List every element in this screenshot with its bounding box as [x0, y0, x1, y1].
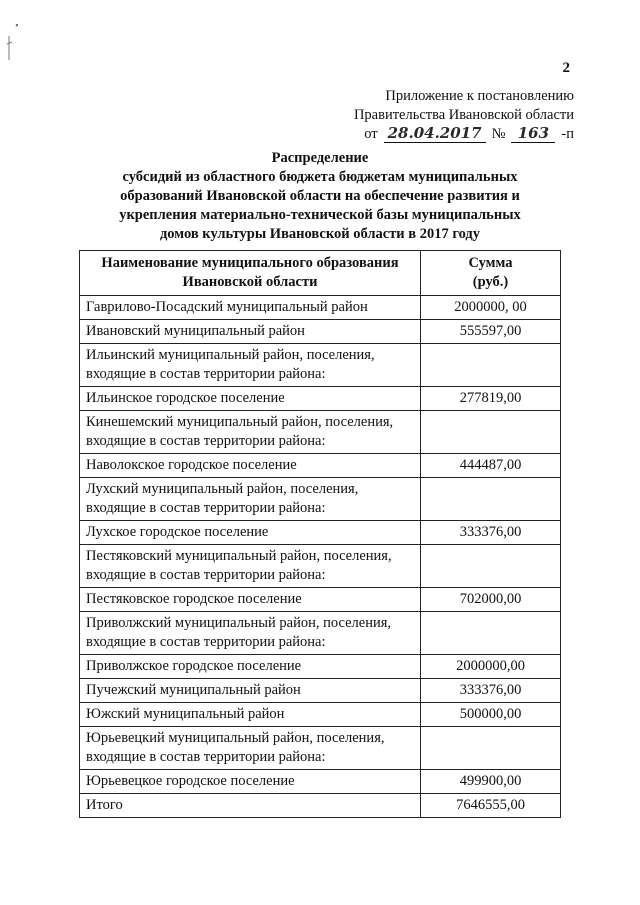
table-row: [80, 727, 561, 770]
row-name-line: входящие в состав территории района:: [86, 634, 326, 650]
header-name-line-1: Наименование муниципального образования: [101, 255, 399, 271]
row-amount: 2000000, 00: [421, 296, 561, 320]
header-sum-line-1: Сумма: [468, 255, 513, 271]
row-name: [80, 320, 421, 344]
row-name: [80, 679, 421, 703]
row-amount: [421, 344, 561, 387]
table-row: [80, 411, 561, 454]
row-amount: 499900,00: [421, 770, 561, 794]
annex-header: [294, 87, 574, 144]
margin-pen-mark: [6, 24, 18, 64]
row-name: [80, 296, 421, 320]
row-name: [80, 545, 421, 588]
handwritten-number: 163: [511, 125, 555, 143]
title-line-2: субсидий из областного бюджета бюджетам муниципальных: [122, 169, 518, 185]
row-name: [80, 794, 421, 818]
page-number: 2: [562, 60, 570, 76]
row-name-line: Лухский муниципальный район, поселения,: [86, 481, 359, 497]
table-row: [80, 478, 561, 521]
from-label: от: [364, 126, 378, 142]
row-name-line: Пестяковский муниципальный район, поселения,: [86, 548, 392, 564]
table-row: [80, 679, 561, 703]
row-name: [80, 655, 421, 679]
table-row: [80, 703, 561, 727]
distribution-table: [79, 250, 561, 818]
row-name-line: Гаврилово-Посадский муниципальный район: [86, 299, 368, 315]
table-row: [80, 521, 561, 545]
row-name-line: Наволокское городское поселение: [86, 457, 297, 473]
row-name-line: Пучежский муниципальный район: [86, 682, 301, 698]
row-name: [80, 411, 421, 454]
number-label: №: [491, 126, 506, 142]
row-amount: [421, 612, 561, 655]
table-row: [80, 588, 561, 612]
header-sum-line-2: (руб.): [472, 274, 509, 290]
row-amount: 444487,00: [421, 454, 561, 478]
table-row: [80, 320, 561, 344]
row-amount: [421, 478, 561, 521]
row-amount: [421, 411, 561, 454]
row-name-line: Ильинский муниципальный район, поселения,: [86, 347, 375, 363]
row-name: [80, 454, 421, 478]
row-amount: 277819,00: [421, 387, 561, 411]
row-amount: 7646555,00: [421, 794, 561, 818]
row-name-line: входящие в состав территории района:: [86, 749, 326, 765]
title-line-1: Распределение: [271, 150, 369, 166]
row-name: [80, 521, 421, 545]
table-row: [80, 454, 561, 478]
row-name-line: Кинешемский муниципальный район, поселения,: [86, 414, 394, 430]
header-name: [80, 251, 421, 296]
table-row: [80, 545, 561, 588]
row-amount: 2000000,00: [421, 655, 561, 679]
row-name-line: Пестяковское городское поселение: [86, 591, 302, 607]
title-line-3: образований Ивановской области на обеспечение развития и: [120, 188, 520, 204]
annex-date-line: [364, 125, 574, 144]
row-name-line: входящие в состав территории района:: [86, 500, 326, 516]
table-row: [80, 612, 561, 655]
table-row-total: [80, 794, 561, 818]
row-amount: [421, 545, 561, 588]
row-amount: 702000,00: [421, 588, 561, 612]
header-name-line-2: Ивановской области: [182, 274, 318, 290]
row-name: [80, 727, 421, 770]
row-name: [80, 344, 421, 387]
title-line-5: домов культуры Ивановской области в 2017 году: [159, 226, 481, 242]
table-row: [80, 344, 561, 387]
row-name-line: Южский муниципальный район: [86, 706, 285, 722]
row-name-line: Ильинское городское поселение: [86, 390, 285, 406]
row-name-line: входящие в состав территории района:: [86, 433, 326, 449]
row-name-line: Ивановский муниципальный район: [86, 323, 305, 339]
row-name-line: входящие в состав территории района:: [86, 366, 326, 382]
title-line-4: укрепления материально-технической базы муниципальных: [119, 207, 521, 223]
row-amount: 500000,00: [421, 703, 561, 727]
row-name-line: Приволжский муниципальный район, поселения,: [86, 615, 392, 631]
row-name-line: Итого: [86, 797, 123, 813]
row-name: [80, 478, 421, 521]
row-name: [80, 588, 421, 612]
document-title: [80, 149, 560, 244]
row-name: [80, 387, 421, 411]
row-name: [80, 612, 421, 655]
row-amount: 333376,00: [421, 521, 561, 545]
header-sum: [421, 251, 561, 296]
table-row: [80, 655, 561, 679]
row-name-line: Лухское городское поселение: [86, 524, 269, 540]
table-row: [80, 770, 561, 794]
row-amount: 555597,00: [421, 320, 561, 344]
handwritten-date: 28.04.2017: [384, 125, 486, 143]
table-row: [80, 296, 561, 320]
row-name: [80, 770, 421, 794]
annex-line-2: Правительства Ивановской области: [353, 107, 574, 123]
row-name-line: Юрьевецкое городское поселение: [86, 773, 295, 789]
row-name-line: входящие в состав территории района:: [86, 567, 326, 583]
annex-line-1: Приложение к постановлению: [385, 88, 574, 104]
row-name: [80, 703, 421, 727]
table-header-row: [80, 251, 561, 296]
row-amount: [421, 727, 561, 770]
row-name-line: Юрьевецкий муниципальный район, поселения,: [86, 730, 385, 746]
row-amount: 333376,00: [421, 679, 561, 703]
row-name-line: Приволжское городское поселение: [86, 658, 302, 674]
table-row: [80, 387, 561, 411]
number-suffix: -п: [561, 126, 574, 142]
